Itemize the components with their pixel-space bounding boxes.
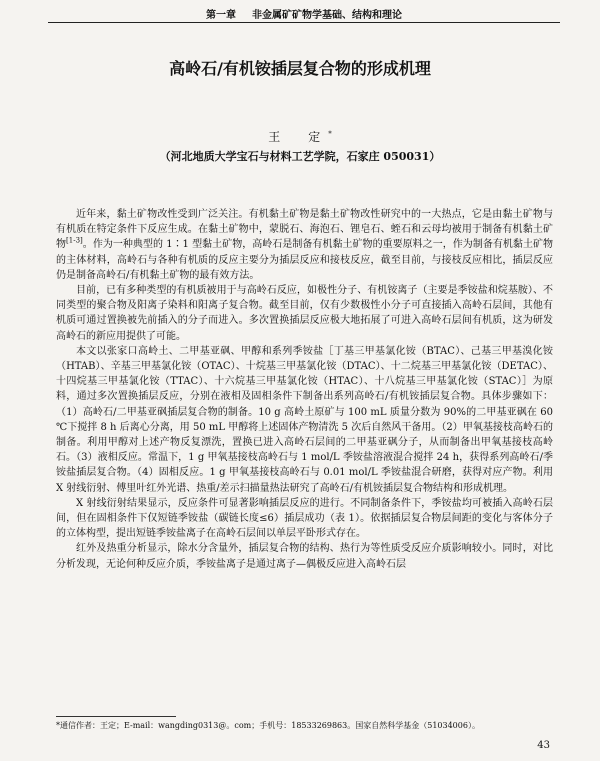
footnote: *通信作者：王定；E-mail：wangding0313@。com；手机号：18533269863。国家自然科学基金（51034006）。 <box>56 721 480 730</box>
paragraph-1 <box>56 207 553 283</box>
affiliation: （河北地质大学宝石与材料工艺学院，石家庄 050031） <box>159 150 441 163</box>
header-rule <box>48 22 560 23</box>
citation-ref: [1-3] <box>66 237 83 246</box>
paragraph-5: 红外及热重分析显示，除水分含量外，插层复合物的结构、热行为等性质受反应介质影响较小。同时，对比分析发现，无论何种反应介质，季铵盐离子是通过离子—偶极反应进入高岭石层 <box>56 543 553 570</box>
chapter-title: 非金属矿矿物学基础、结构和理论 <box>252 9 402 21</box>
article-body <box>56 207 553 572</box>
chapter-label: 第一章 <box>206 9 236 21</box>
author-footnote-mark: * <box>328 130 332 138</box>
paragraph-2: 目前，已有多种类型的有机质被用于与高岭石反应，如极性分子、有机铵离子（主要是季铵盐和烷基胺）、不同类型的聚合物及阳离子染料和阳离子复合物。截至目前，仅有少数极性小分子可直接插入高岭石层间，其他有机质可通过置换被先前插入的分子而进入。多次置换插层反应极大地拓展了可进入高岭石层间有机质，这为研发高岭石的新应用提供了可能。 <box>56 285 553 342</box>
paragraph-3: 本文以张家口高岭土、二甲基亚砜、甲醇和系列季铵盐［丁基三甲基氯化铵（BTAC）、己基三甲基溴化铵（HTAB）、辛基三甲基氯化铵（OTAC）、十烷基三甲基氯化铵（DTAC）、十二烷基三甲基氯化铵（DETAC）、十四烷基三甲基氯化铵（TTAC）、十六烷基三甲基氯化铵（HTAC）、十八烷基三甲基氯化铵（STAC）］为原料，通过多次置换插层反应，分别在液相及固相条件下制备出系列高岭石/有机铵插层复合物。具体步骤如下：（1）高岭石/二甲基亚砜插层复合物的制备。10 g 高岭土原矿与 100 mL 质量分数为 90%的二甲基亚砜在 60 ℃下搅拌 8 h 后离心分离，用 50 mL 甲醇将上述固体产物清洗 5 次后自然风干备用。（2）甲氧基接枝高岭石的制备。利用甲醇对上述产物反复漂洗，置换已进入高岭石层间的二甲基亚砜分子，从而制备出甲氧基接枝高岭石。（3）液相反应。常温下，1 g 甲氧基接枝高岭石与 1 mol/L 季铵盐溶液混合搅拌 24 h，获得系列高岭石/季铵盐插层复合物。（4）固相反应。1 g 甲氧基接枝高岭石与 0.01 mol/L 季铵盐混合研磨，获得对应产物。利用 X 射线衍射、傅里叶红外光谱、热重/差示扫描量热法研究了高岭石/有机铵插层复合物结构和形成机理。 <box>56 345 553 494</box>
article-title: 高岭石/有机铵插层复合物的形成机理 <box>169 59 431 78</box>
footnote-rule <box>56 716 176 717</box>
paragraph-text: 近年来，黏土矿物改性受到广泛关注。有机黏土矿物是黏土矿物改性研究中的一大热点，它是由黏土矿物与有机质在特定条件下反应生成。在黏土矿物中，蒙脱石、海泡石、锂皂石、蛭石和云母均被用于制备有机黏土矿物 <box>56 209 553 251</box>
page-number: 43 <box>537 740 550 751</box>
author-name: 王 定 <box>268 130 329 144</box>
author-line <box>0 128 600 145</box>
paragraph-text: 。作为一种典型的 1∶1 型黏土矿物，高岭石是制备有机黏土矿物的重要原料之一，作为制备有机黏土矿物的主体材料，高岭石与各种有机质的反应主要分为插层反应和接枝反应，截至目前，与接枝反应相比，插层反应仍是制备高岭石/有机黏土矿物的最有效方法。 <box>56 239 553 281</box>
paragraph-4: X 射线衍射结果显示，反应条件可显著影响插层反应的进行。不同制备条件下，季铵盐均可被插入高岭石层间，但在固相条件下仅短链季铵盐（碳链长度≤6）插层成功（表 1）。依据插层复合物层间距的变化与客体分子的立体构型，提出短链季铵盐离子在高岭石层间以单层平卧形式存在。 <box>56 497 553 540</box>
running-header <box>48 4 560 22</box>
